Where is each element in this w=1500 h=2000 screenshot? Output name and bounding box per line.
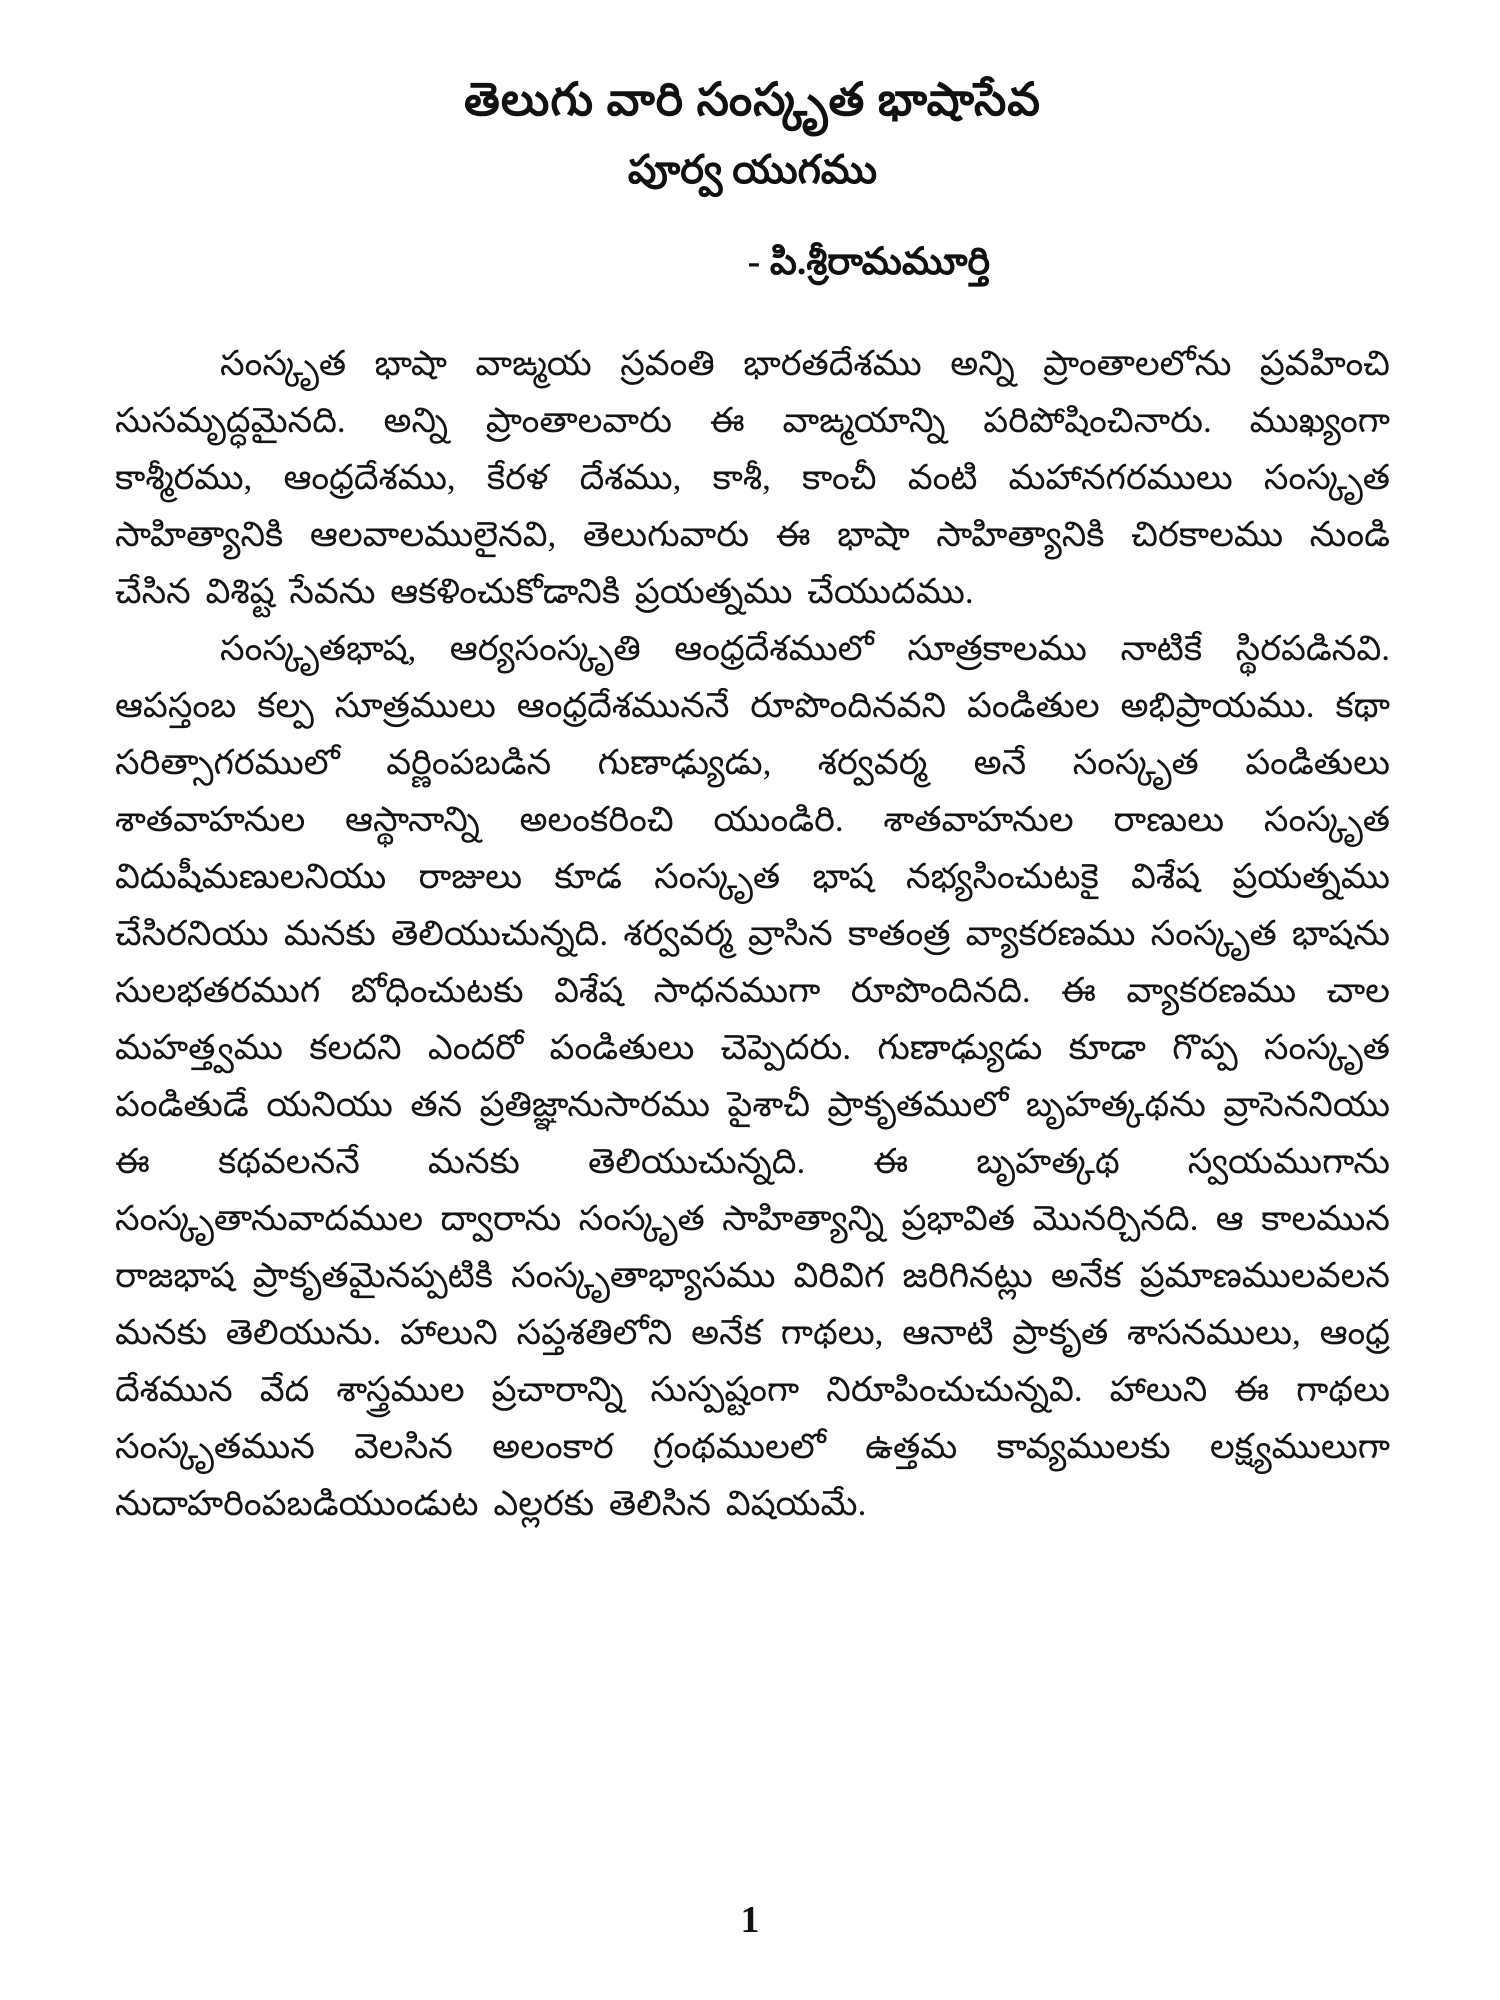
author-byline: - పి.శ్రీరామమూర్తి bbox=[747, 240, 990, 283]
document-body bbox=[115, 335, 1390, 1532]
paragraph-1: సంస్కృత భాషా వాఙ్మయ స్రవంతి భారతదేశము అన్ని ప్రాంతాలలోను ప్రవహించి సుసమృద్ధమైనది. అన్ని ప్రాంతాలవారు ఈ వాఙ్మయాన్ని పరిపోషించినారు. ముఖ్యంగా కాశ్మీరము, ఆంధ్రదేశము, కేరళ దేశము, కాశీ, కాంచీ వంటి మహానగరములు సంస్కృత సాహిత్యానికి ఆలవాలములైనవి, తెలుగువారు ఈ భాషా సాహిత్యానికి చిరకాలము నుండి చేసిన విశిష్ట సేవను ఆకళించుకోడానికి ప్రయత్నము చేయుదము. bbox=[115, 344, 1390, 612]
page-title: తెలుగు వారి సంస్కృత భాషాసేవ bbox=[464, 74, 1041, 125]
page-number: 1 bbox=[740, 1899, 760, 1941]
paragraph-2: సంస్కృతభాష, ఆర్యసంస్కృతి ఆంధ్రదేశములో సూత్రకాలము నాటికే స్థిరపడినవి. ఆపస్తంబ కల్ప సూత్రములు ఆంధ్రదేశముననే రూపొందినవని పండితుల అభిప్రాయము. కథా సరిత్సాగరములో వర్ణింపబడిన గుణాఢ్యుడు, శర్వవర్మ అనే సంస్కృత పండితులు శాతవాహనుల ఆస్థానాన్ని అలంకరించి యుండిరి. శాతవాహనుల రాణులు సంస్కృత విదుషీమణులనియు రాజులు కూడ సంస్కృత భాష నభ్యసించుటకై విశేష ప్రయత్నము చేసిరనియు మనకు తెలియుచున్నది. శర్వవర్మ వ్రాసిన కాతంత్ర వ్యాకరణము సంస్కృత భాషను సులభతరముగ బోధించుటకు విశేష సాధనముగా రూపొందినది. ఈ వ్యాకరణము చాల మహత్త్వము కలదని ఎందరో పండితులు చెప్పెదరు. గుణాఢ్యుడు కూడా గొప్ప సంస్కృత పండితుడే యనియు తన ప్రతిజ్ఞానుసారము పైశాచీ ప్రాకృతములో బృహత్కథను వ్రాసెననియు ఈ కథవలననే మనకు తెలియుచున్నది. ఈ బృహత్కథ స్వయముగాను సంస్కృతానువాదముల ద్వారాను సంస్కృత సాహిత్యాన్ని ప్రభావిత మొనర్చినది. ఆ కాలమున రాజభాష ప్రాకృతమైనప్పటికి సంస్కృతాభ్యాసము విరివిగ జరిగినట్లు అనేక ప్రమాణములవలన మనకు తెలియును. హాలుని సప్తశతిలోని అనేక గాథలు, ఆనాటి ప్రాకృత శాసనములు, ఆంధ్ర దేశమున వేద శాస్త్రముల ప్రచారాన్ని సుస్పష్టంగా నిరూపించుచున్నవి. హాలుని ఈ గాథలు సంస్కృతమున వెలసిన అలంకార గ్రంథములలో ఉత్తమ కావ్యములకు లక్ష్యములుగా నుదాహరింపబడియుండుట ఎల్లరకు తెలిసిన విషయమే. bbox=[115, 629, 1390, 1524]
page-subtitle: పూర్వ యుగము bbox=[627, 146, 878, 192]
